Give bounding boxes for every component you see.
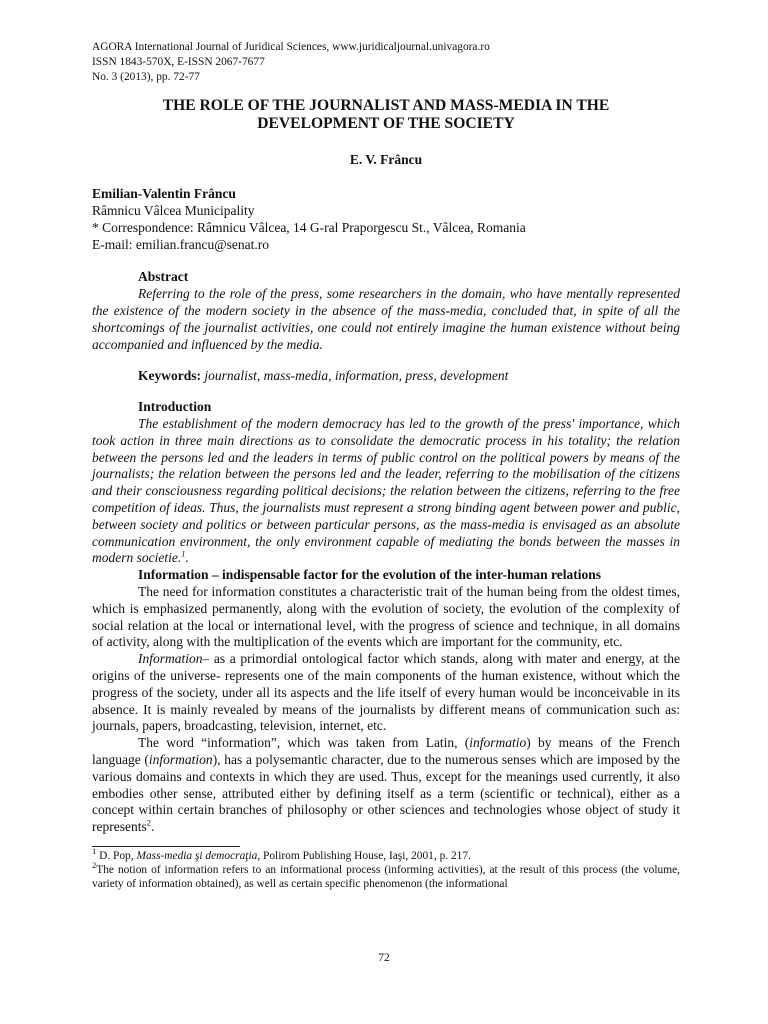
article-page (92, 40, 680, 891)
introduction-text: The establishment of the modern democracy has led to the growth of the press' importance, which took action in three main directions as to consolidate the democratic process in his totality; the relation between the persons led and the leaders in terms of public control on the political powers by means of the journalists; the relation between the persons led and the leader, referring to the mobilisation of the citizens and their consciousness regarding political decisions; the relation between the citizens, referring to the free competition of ideas. Thus, the journalists must represent a strong binding agent between power and public, between society and politics or between particular persons, as the mass-media is envisaged as an absolute communication environment, the only environment capable of mediating the bonds between the masses in modern societie.$^1$. (92, 415, 680, 566)
para3-french-term: information (148, 751, 213, 767)
footnote-2 (92, 860, 680, 891)
journal-issn-line: ISSN 1843-570X, E-ISSN 2067-7677 (92, 56, 265, 69)
footnote-separator (92, 846, 240, 847)
information-paragraph-2-text: – as a primordial ontological factor which stands, along with mater and energy, at the origins of the universe- represents one of the main components of the human existence, without which the progress of the society, under all its aspects and the life itself of every human would be inconceivable in its absence. It is mainly revealed by means of the journalists by different means of communication such as: journals, papers, broadcasting, television, internet, etc. (92, 651, 680, 734)
abstract-section (92, 269, 680, 353)
footnote-1-text-a: D. Pop, (96, 849, 137, 862)
article-title-line: THE ROLE OF THE JOURNALIST AND MASS-MEDIA IN THE (162, 96, 610, 114)
footnote-1 (92, 846, 680, 863)
author-affiliation (92, 186, 680, 253)
journal-header (92, 40, 680, 86)
information-section (92, 567, 680, 836)
keywords-label: Keywords: (138, 368, 201, 384)
author-full-name: Emilian-Valentin Frâncu (92, 186, 236, 202)
information-paragraph-1: The need for information constitutes a characteristic trait of the human being from the oldest times, which is emphasized permanently, along with the evolution of society, the evolution of the complexity of social relation at the local or international level, with the progress of science and technique, in all domains of activity, along with the multiplication of the events which are important for the community, etc. (92, 583, 680, 650)
para3-text-a: The word “information”, which was taken from Latin, ( (138, 735, 470, 751)
journal-header-line: AGORA International Journal of Juridical Sciences, www.juridicaljournal.univagora.ro (92, 41, 490, 53)
introduction-section (92, 399, 680, 567)
keywords-line (92, 368, 680, 385)
footnote-2-number: 2 (92, 860, 97, 871)
footnote-1-text-b: , Polirom Publishing House, Iaşi, 2001, p. 217. (257, 849, 471, 862)
introduction-body: The establishment of the modern democracy has led to the growth of the press' importance, which took action in three main directions as to consolidate the democratic process in his totality; the relation between the persons led and the leaders in terms of public control on the political powers by means of the journalists; the relation between the persons led and the leader, referring to the mobilisation of the citizens and their consciousness regarding political decisions; the relation between the citizens, referring to the free competition of ideas. Thus, the journalists must represent a strong binding agent between power and public, between society and politics or between particular persons, as the mass-media is envisaged as an absolute communication environment, the only environment capable of mediating the bonds between the masses in modern societie. (92, 415, 680, 566)
footnote-ref-2: 2 (146, 817, 151, 828)
abstract-text: Referring to the role of the press, some researchers in the domain, who have mentally represented the existence of the modern society in the absence of the mass-media, concluded that, in spite of all the shortcomings of the journalist activities, one could not entirely imagine the human existence without being accompanied and influenced by the media. (92, 286, 680, 352)
author-correspondence: * Correspondence: Râmnicu Vâlcea, 14 G-ral Praporgescu St., Vâlcea, Romania (92, 219, 526, 235)
para3-text-c: ), has a polysemantic character, due to the numerous senses which are imposed by the various domains and contexts in which they are used. Thus, except for the meanings used currently, it also embodies other sense, attributed either by defining itself as a term (scientific or technical), either as a concept within certain branches of philosophy or other sciences and technologies whose object of study it represents (92, 751, 680, 835)
information-paragraph-3 (92, 735, 680, 836)
footnote-1-book-title: Mass-media şi democraţia (136, 849, 258, 862)
article-title (92, 97, 680, 135)
keywords-text: journalist, mass-media, information, press, development (204, 368, 509, 384)
para3-text-b: ) by means of the French language ( (92, 735, 680, 767)
para3-text-end: . (150, 819, 155, 835)
page-number: 72 (378, 952, 390, 964)
author-email: E-mail: emilian.francu@senat.ro (92, 236, 269, 252)
footnote-1-number: 1 (92, 846, 97, 857)
information-section-heading: Information – indispensable factor for the evolution of the inter-human relations (138, 567, 602, 583)
footnote-ref-1: 1 (181, 548, 186, 559)
footnote-2-text: The notion of information refers to an informational process (informing activities), at the result of this process (the volume, variety of information obtained), as well as certain specific phenomenon (the informational (92, 864, 680, 890)
abstract-heading: Abstract (138, 269, 189, 285)
introduction-heading: Introduction (138, 399, 212, 415)
journal-issue-line: No. 3 (2013), pp. 72-77 (92, 71, 200, 84)
information-term: Information (138, 651, 203, 667)
para3-latin-term: informatio (469, 735, 527, 751)
author-short-name: E. V. Frâncu (349, 152, 423, 168)
information-paragraph-2 (92, 651, 680, 735)
article-title-line: DEVELOPMENT OF THE SOCIETY (257, 115, 515, 133)
author-place: Râmnicu Vâlcea Municipality (92, 203, 255, 218)
